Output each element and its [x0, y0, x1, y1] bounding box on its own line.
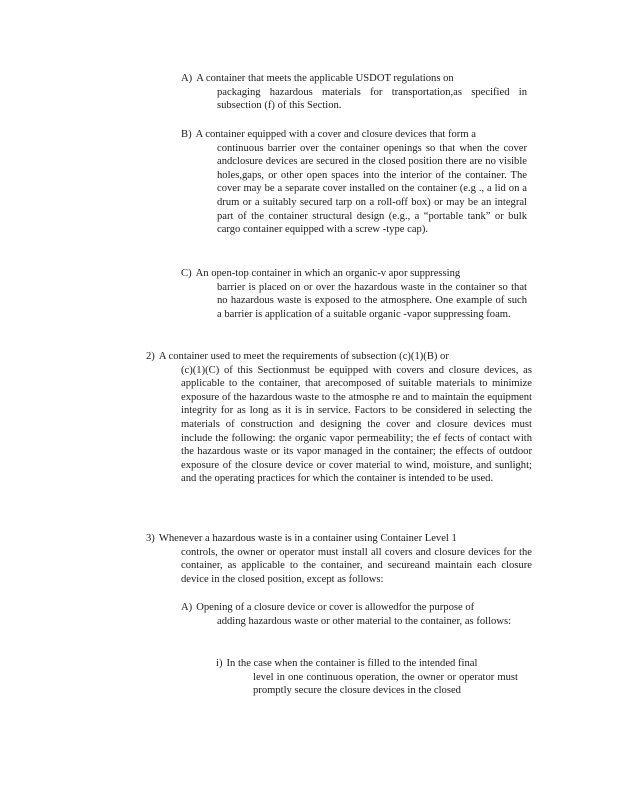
list-item-c-open-top: [181, 267, 527, 321]
item-label: B): [181, 129, 192, 140]
item-first-line: Opening of a closure device or cover is allowedfor the purpose of: [196, 602, 475, 613]
list-item-b-cover: [181, 128, 527, 237]
item-label: C): [181, 268, 192, 279]
item-body: controls, the owner or operator must install all covers and closure devices for the container, as applicable to the container, and secureand maintain each closure device in the closed position, except as follows:: [181, 546, 532, 585]
item-body: continuous barrier over the container openings so that when the cover andclosure devices are secured in the closed position there are no visible holes,gaps, or other open spaces into the interior of the container. The cover may be a separate cover installed on the container (e.g ., a lid on a drum or a suitably secured tarp on a roll-off box) or may be an integral part of the container structural design (e.g., a “portable tank” or bulk cargo container equipped with a screw -type cap).: [217, 142, 527, 236]
item-label: i): [216, 658, 223, 669]
item-first-line: A container equipped with a cover and closure devices that form a: [195, 129, 476, 140]
item-label: 2): [146, 351, 155, 362]
item-body: adding hazardous waste or other material to the container, as follows:: [217, 615, 512, 627]
item-first-line: A container used to meet the requirements of subsection (c)(1)(B) or: [158, 351, 449, 362]
item-body: barrier is placed on or over the hazardous waste in the container so that no hazardous waste is exposed to the atmosphere. One example of such a barrier is application of a suitable organic -vapor suppressing foam.: [217, 281, 527, 320]
item-label: A): [181, 602, 193, 613]
item-first-line: Whenever a hazardous waste is in a container using Container Level 1: [158, 533, 457, 544]
item-first-line: In the case when the container is filled to the intended final: [226, 658, 478, 669]
item-body: (c)(1)(C) of this Sectionmust be equipped with covers and closure devices, as applicable to the container, that arecomposed of suitable materials to minimize exposure of the hazardous waste to the atmosphe re and to maintain the equipment integrity for as long as it is in service. Factors to be considered in selecting the materials of construction and designing the cover and closure devices must include the following: the organic vapor permeability; the ef fects of contact with the hazardous waste or its vapor managed in the container; the effects of outdoor exposure of the closure device or cover material to wind, moisture, and sunlight; and the operating practices for which the container is intended to be used.: [181, 364, 532, 485]
list-item-a-opening: [181, 601, 527, 628]
item-first-line: A container that meets the applicable USDOT regulations on: [196, 73, 454, 84]
list-item-2-materials: [146, 350, 532, 486]
list-item-a-usdot: [181, 72, 527, 113]
list-item-i-filled: [216, 657, 518, 698]
item-first-line: An open-top container in which an organic-v apor suppressing: [195, 268, 461, 279]
item-label: A): [181, 73, 193, 84]
item-body: packaging hazardous materials for transportation,as specified in subsection (f) of this Section.: [217, 86, 527, 112]
item-body: level in one continuous operation, the owner or operator must promptly secure the closure devices in the closed: [253, 671, 518, 697]
list-item-3-whenever: [146, 532, 532, 586]
item-label: 3): [146, 533, 155, 544]
